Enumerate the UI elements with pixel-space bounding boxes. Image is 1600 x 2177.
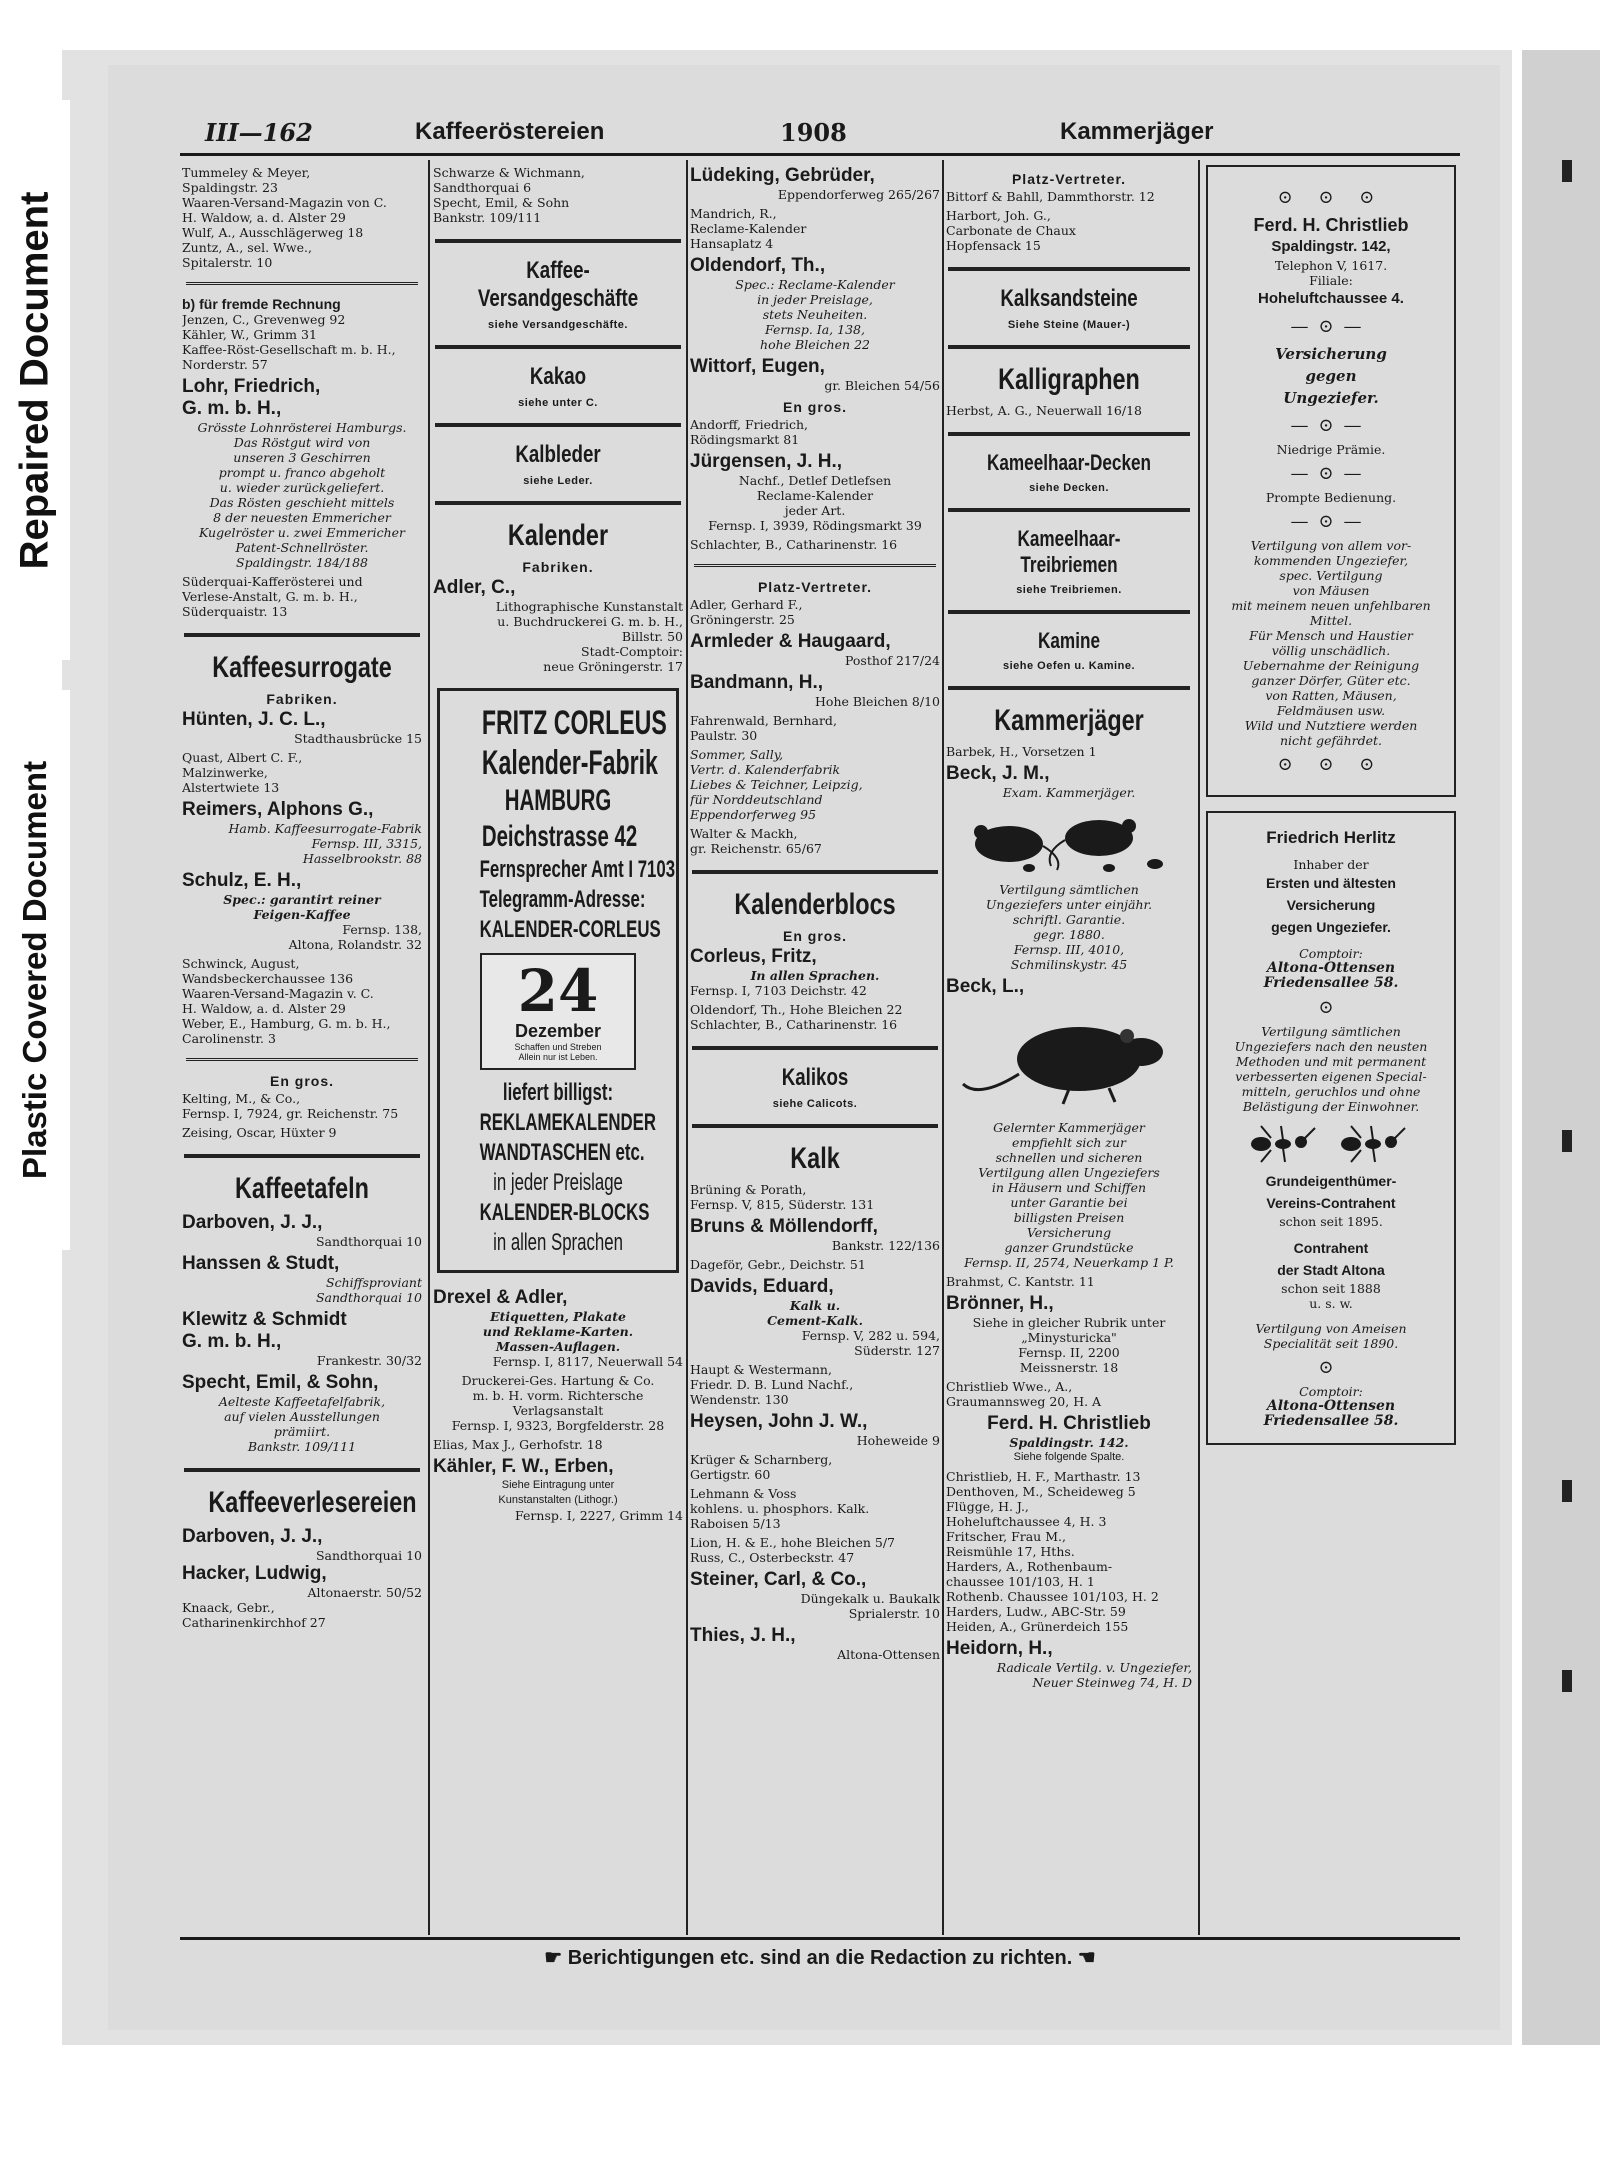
entries: Christlieb, H. F., Marthastr. 13 Denthoven, M., Scheideweg 5 Flügge, H. J., Hoheluftchaussee 4, H. 3 Fritscher, Frau M., Reismühle 17, Hths. Harders, A., Rothenbaum- chaussee 101/103, H. 1 Rothenb. Chaussee 101/103, H. 2 Harders, Ludw., ABC-Str. 59 Heiden, A., Grünerdeich 155 <box>946 1469 1159 1634</box>
entry-addr: Fernsp. V, 282 u. 594, Süderstr. 127 <box>801 1328 940 1358</box>
rule <box>692 870 938 874</box>
christlieb-advertisement <box>1206 165 1456 797</box>
rule <box>948 610 1190 614</box>
ad-address: Spaldingstr. 142, <box>1271 238 1391 255</box>
rule <box>186 282 418 285</box>
entry-addr: Spec.: Reclame-Kalender in jeder Preislage, stets Neuheiten. Fernsp. Ia, 138, hohe Bleichen 22 <box>735 277 895 352</box>
section-heading: Kammerjäger <box>994 704 1144 737</box>
ad-name: Ferd. H. Christlieb <box>1253 215 1409 235</box>
entries: Kelting, M., & Co., Fernsp. I, 7924, gr. Reichenstr. 75 <box>182 1091 399 1121</box>
entry-name: Klewitz & Schmidt G. m. b. H., <box>182 1309 347 1352</box>
entry-desc: In allen Sprachen. <box>750 968 880 983</box>
entry-name: Bandmann, H., <box>690 672 824 693</box>
mice-illustration <box>959 806 1179 876</box>
ad-office-label: Comptoir: <box>1299 1384 1363 1399</box>
column-3 <box>690 165 940 1935</box>
entry-addr: Sandthorquai 10 <box>315 1234 422 1249</box>
entry-name: Lohr, Friedrich, G. m. b. H., <box>182 376 321 419</box>
cross-reference <box>946 526 1192 596</box>
entry-addr: Spaldingstr. 142. <box>1009 1435 1129 1450</box>
entry-addr: Hoheweide 9 <box>856 1433 940 1448</box>
ornament: ⊙ ⊙ ⊙ <box>1277 187 1385 208</box>
rule <box>948 686 1190 690</box>
rule <box>435 239 681 243</box>
ad-owner: Inhaber der <box>1293 857 1369 872</box>
entries: Mandrich, R., Reclame-Kalender Hansaplatz 4 <box>690 206 807 251</box>
entries: Andorff, Friedrich, Rödingsmarkt 81 <box>690 417 809 447</box>
rule <box>186 1058 418 1061</box>
entries: Oldendorf, Th., Hohe Bleichen 22 Schlachter, B., Catharinenstr. 16 <box>690 1002 903 1032</box>
section-heading: Kaffeesurrogate <box>212 651 392 684</box>
ad-line: KALENDER-CORLEUS <box>479 916 661 943</box>
entry-name: Kähler, F. W., Erben, <box>433 1456 614 1477</box>
entry-name: Ferd. H. Christlieb <box>987 1413 1151 1434</box>
section-heading: Kameelhaar- Treibriemen <box>1017 526 1121 577</box>
ad-since: schon seit 1888 u. s. w. <box>1281 1281 1381 1311</box>
section-heading: Kalksandsteine <box>1000 285 1138 312</box>
ad-line: WANDTASCHEN etc. <box>479 1139 645 1166</box>
entries: Quast, Albert C. F., Malzinwerke, Alstertwiete 13 <box>182 750 303 795</box>
entry-name: Lüdeking, Gebrüder, <box>690 165 875 186</box>
section-heading: Kaffeetafeln <box>235 1172 369 1205</box>
repaired-label: Repaired Document <box>12 191 57 569</box>
side-labels <box>0 60 80 1240</box>
ants-illustration <box>1231 1120 1431 1164</box>
ad-service: Prompte Bedienung. <box>1265 490 1397 505</box>
section-heading: Kaffee- Versandgeschäfte <box>477 257 639 312</box>
entries: Elias, Max J., Gerhofstr. 18 <box>433 1437 603 1452</box>
entry-addr: Altona-Ottensen <box>837 1647 940 1662</box>
section-heading: Kalbleder <box>515 441 601 468</box>
entry-name: Steiner, Carl, & Co., <box>690 1569 867 1590</box>
rule <box>184 1468 420 1472</box>
ad-line: liefert billigst: <box>502 1079 614 1106</box>
ornament: ⊙ ⊙ ⊙ <box>1277 754 1385 775</box>
subheading: b) für fremde Rechnung <box>182 296 341 312</box>
ad-ants: Vertilgung von Ameisen Specialität seit 1890. <box>1255 1321 1407 1351</box>
ad-since: schon seit 1895. <box>1279 1214 1383 1229</box>
entries: Brahmst, C. Kantstr. 11 <box>946 1274 1095 1289</box>
calendar-day: 24 <box>517 957 599 1025</box>
section-heading: Kameelhaar-Decken <box>986 450 1152 475</box>
entries: Walter & Mackh, gr. Reichenstr. 65/67 <box>690 826 822 856</box>
entry-addr: Hohe Bleichen 8/10 <box>815 694 940 709</box>
calendar-motto: Schaffen und Streben Allein nur ist Leben. <box>514 1042 602 1062</box>
cross-reference <box>690 1064 940 1110</box>
entry-desc: Spec.: garantirt reiner Feigen-Kaffee <box>223 892 381 922</box>
repaired-document-tab <box>0 100 70 660</box>
ornament: —⊙— <box>1290 463 1372 484</box>
entries: Brüning & Porath, Fernsp. V, 815, Süderstr. 131 <box>690 1182 875 1212</box>
entries: Fahrenwald, Bernhard, Paulstr. 30 <box>690 713 837 743</box>
entries: Krüger & Scharnberg, Gertigstr. 60 <box>690 1452 833 1482</box>
entry-addr: Posthof 217/24 <box>844 653 940 668</box>
see-reference: Siehe Steine (Mauer-) <box>1007 319 1131 331</box>
entries: Harbort, Joh. G., Carbonate de Chaux Hopfensack 15 <box>946 208 1076 253</box>
entry-addr: Eppendorferweg 265/267 <box>777 187 940 202</box>
section-heading: Kalligraphen <box>998 363 1140 396</box>
ad-line: in jeder Preislage <box>493 1169 623 1196</box>
ornament: ⊙ <box>1318 997 1344 1018</box>
entry-desc: Grösste Lohnrösterei Hamburgs. Das Röstgut wird von unseren 3 Geschirren prompt u. franco abgeholt u. wieder zurückgeliefert. Das Rösten geschieht mittels 8 der neuesten Emmericher Kugelröster u. zwei Emmericher Patent-Schnellröster. Spaldingstr. 184/188 <box>197 420 407 570</box>
rule <box>435 423 681 427</box>
cross-reference <box>433 363 683 409</box>
entry-name: Darboven, J. J., <box>182 1212 323 1233</box>
ad-line: Fernsprecher Amt I 7103 <box>479 856 676 883</box>
rule <box>694 564 936 567</box>
entries: Dageför, Gebr., Deichstr. 51 <box>690 1257 866 1272</box>
footer-text: Berichtigungen etc. sind an die Redaction zu richten. <box>567 1947 1073 1969</box>
rule <box>948 267 1190 271</box>
rule <box>435 345 681 349</box>
entry-addr: Düngekalk u. Baukalk Sprialerstr. 10 <box>800 1591 940 1621</box>
column-divider <box>1198 160 1200 1935</box>
ornament: —⊙— <box>1290 316 1372 337</box>
ad-line: in allen Sprachen <box>493 1229 623 1256</box>
rule <box>435 501 681 505</box>
entries: Christlieb Wwe., A., Graumannsweg 20, H. A <box>946 1379 1102 1409</box>
rule <box>692 1046 938 1050</box>
cross-reference <box>433 441 683 487</box>
header-rule <box>180 153 1460 156</box>
entry-addr: Radicale Vertilg. v. Ungeziefer, Neuer Steinweg 74, H. D <box>996 1660 1192 1690</box>
see-reference: siehe Leder. <box>523 475 593 487</box>
entry-desc: Gelernter Kammerjäger empfiehlt sich zur schnellen und sicheren Vertilgung allen Ungeziefers in Häusern und Schiffen unter Garantie bei billigsten Preisen Versicherung ganzer Grundstücke Fernsp. II, 2574, Neuerkamp 1 P. <box>964 1120 1174 1270</box>
entry-name: Beck, L., <box>946 976 1025 997</box>
ad-text: Vertilgung von allem vor- kommenden Ungeziefer, spec. Vertilgung von Mäusen mit meinem neuen unfehlbaren Mittel. Für Mensch und Haustier völlig unschädlich. Uebernahme der Reinigung ganzer Dörfer, Güter etc. von Ratten, Mäusen, Feldmäusen usw. Wild und Nutztiere werden nicht gefährdet. <box>1231 538 1431 748</box>
ad-branch: Hoheluftchaussee 4. <box>1258 290 1404 307</box>
entry-sub: Exam. Kammerjäger. <box>1002 785 1136 800</box>
subheading: En gros. <box>782 928 847 944</box>
entry-name: Beck, J. M., <box>946 763 1050 784</box>
entry-desc: Kalk u. Cement-Kalk. <box>767 1298 863 1328</box>
entry-addr: Stadthausbrücke 15 <box>294 731 422 746</box>
entry-name: Corleus, Fritz, <box>690 946 817 967</box>
tear-off-calendar-illustration <box>480 953 636 1070</box>
entry-name: Hünten, J. C. L., <box>182 709 326 730</box>
entries: Knaack, Gebr., Catharinenkirchhof 27 <box>182 1600 326 1630</box>
see-reference: siehe Oefen u. Kamine. <box>1002 660 1136 672</box>
rule <box>184 1154 420 1158</box>
ad-association: Grundeigenthümer- Vereins-Contrahent <box>1265 1173 1397 1211</box>
ad-line: KALENDER-BLOCKS <box>479 1199 650 1226</box>
ad-phone: Telephon V, 1617. <box>1274 258 1388 273</box>
ad-office: Altona-Ottensen Friedensallee 58. <box>1263 1398 1399 1429</box>
ornament: ⊙ <box>1318 1357 1344 1378</box>
entry-addr: Frankestr. 30/32 <box>316 1353 422 1368</box>
section-heading: Kalenderblocs <box>734 888 896 921</box>
year: 1908 <box>780 118 847 147</box>
see-reference: siehe Calicots. <box>772 1098 858 1110</box>
entry-name: Oldendorf, Th., <box>690 255 826 276</box>
ad-contract: Contrahent der Stadt Altona <box>1277 1240 1385 1278</box>
section-heading: Kalikos <box>781 1064 849 1091</box>
entries: Lehmann & Voss kohlens. u. phosphors. Kalk. Raboisen 5/13 <box>690 1486 870 1531</box>
entry-name: Jürgensen, J. H., <box>690 451 843 472</box>
entry-desc: Siehe in gleicher Rubrik unter „Minysturicka" Fernsp. II, 2200 Meissnerstr. 18 <box>972 1315 1166 1375</box>
rule <box>948 345 1190 349</box>
ad-office: Altona-Ottensen Friedensallee 58. <box>1263 960 1399 991</box>
subheading: Platz-Vertreter. <box>757 579 873 595</box>
pointing-hand-icon: ☛ <box>544 1947 568 1969</box>
section-heading: Kaffeeverlesereien <box>208 1486 417 1519</box>
section-heading: Kalender <box>507 519 609 552</box>
plastic-covered-tab <box>0 690 70 1250</box>
entry-name: Armleder & Haugaard, <box>690 631 891 652</box>
herlitz-advertisement <box>1206 811 1456 1445</box>
entries: Zeising, Oscar, Hüxter 9 <box>182 1125 337 1140</box>
ad-claim: Ersten und ältesten Versicherung gegen Ungeziefer. <box>1266 875 1396 935</box>
entry-name: Bruns & Möllendorff, <box>690 1216 878 1237</box>
footer-note <box>180 1945 1460 1970</box>
column-divider <box>428 160 430 1935</box>
section-heading: Kakao <box>529 363 587 390</box>
entry-addr: Bankstr. 122/136 <box>831 1238 940 1253</box>
entry-addr: Aelteste Kaffeetafelfabrik, auf vielen Ausstellungen prämiirt. Bankstr. 109/111 <box>218 1394 386 1454</box>
entry-desc: Etiquetten, Plakate und Reklame-Karten. Massen-Auflagen. <box>482 1309 634 1354</box>
calendar-month: Dezember <box>514 1021 602 1041</box>
right-running-head: Kammerjäger <box>1060 118 1214 145</box>
footer-rule <box>180 1937 1460 1940</box>
cross-reference <box>433 257 683 331</box>
section-heading: Kamine <box>1037 628 1100 653</box>
column-2 <box>433 165 683 1935</box>
subheading: Fabriken. <box>522 559 594 575</box>
ad-line: Kalender-Fabrik <box>481 744 658 782</box>
entry-name: Reimers, Alphons G., <box>182 799 374 820</box>
page-number: III—162 <box>205 118 313 147</box>
entry-note: Siehe folgende Spalte. <box>1013 1451 1125 1463</box>
entry-addr: gr. Bleichen 54/56 <box>824 378 940 393</box>
entry-addr: Lithographische Kunstanstalt u. Buchdruckerei G. m. b. H., Billstr. 50 Stadt-Comptoir: neue Gröningerstr. 17 <box>495 599 683 674</box>
rule <box>184 633 420 637</box>
entry-addr: Fernsp. I, 7103 Deichstr. 42 <box>690 983 867 998</box>
entry-addr: Nachf., Detlef Detlefsen Reclame-Kalender jeder Art. Fernsp. I, 3939, Rödingsmarkt 39 <box>708 473 922 533</box>
entries: Lion, H. & E., hohe Bleichen 5/7 Russ, C., Osterbeckstr. 47 <box>690 1535 895 1565</box>
entry-name: Schulz, E. H., <box>182 870 302 891</box>
rule <box>948 508 1190 512</box>
entry-name: Brönner, H., <box>946 1293 1054 1314</box>
entries: Herbst, A. G., Neuerwall 16/18 <box>946 403 1142 418</box>
section-heading: Kalk <box>790 1142 840 1175</box>
see-reference: siehe Decken. <box>1029 482 1109 494</box>
entry-desc: Siehe Eintragung unter Kunstanstalten (Lithogr.) <box>498 1479 618 1506</box>
corleus-advertisement <box>437 688 679 1273</box>
entry-name: Drexel & Adler, <box>433 1287 568 1308</box>
see-reference: siehe unter C. <box>518 397 598 409</box>
ad-branch-label: Filiale: <box>1309 273 1353 288</box>
ad-premium: Niedrige Prämie. <box>1276 442 1386 457</box>
entry-addr: Schiffsproviant Sandthorquai 10 <box>315 1275 422 1305</box>
entry-addr: Altonaerstr. 50/52 <box>307 1585 422 1600</box>
entry-name: Davids, Eduard, <box>690 1276 834 1297</box>
entries: Bittorf & Bahll, Dammthorstr. 12 <box>946 189 1155 204</box>
ad-line: REKLAMEKALENDER <box>479 1109 656 1136</box>
cross-reference <box>946 450 1192 494</box>
plastic-label: Plastic Covered Document <box>16 760 53 1180</box>
entry-name: Heysen, John J. W., <box>690 1411 868 1432</box>
entry-addr: Fernsp. I, 2227, Grimm 14 <box>515 1508 683 1523</box>
entry-name: Specht, Emil, & Sohn, <box>182 1372 379 1393</box>
column-1 <box>182 165 422 1935</box>
entry-addr: Sandthorquai 10 <box>315 1548 422 1563</box>
ad-insurance: Versicherung gegen Ungeziefer. <box>1275 345 1387 407</box>
ad-name: Friedrich Herlitz <box>1266 828 1396 847</box>
cross-reference <box>946 628 1192 672</box>
entries: Adler, Gerhard F., Gröningerstr. 25 <box>690 597 803 627</box>
cross-reference <box>946 285 1192 331</box>
ad-line: FRITZ CORLEUS <box>481 704 667 742</box>
ad-line: HAMBURG <box>504 784 612 817</box>
ad-office-label: Comptoir: <box>1299 946 1363 961</box>
rule <box>948 432 1190 436</box>
entries: Barbek, H., Vorsetzen 1 <box>946 744 1097 759</box>
entries: Süderquai-Kafferösterei und Verlese-Anstalt, G. m. b. H., Süderquaistr. 13 <box>182 574 363 619</box>
entry-name: Adler, C., <box>433 577 516 598</box>
entry-name: Hanssen & Studt, <box>182 1253 340 1274</box>
entry-name: Hacker, Ludwig, <box>182 1563 327 1584</box>
entry-desc: Vertilgung sämtlichen Ungeziefers unter einjähr. schriftl. Garantie. gegr. 1880. Fernsp. III, 4010, Schmilinskystr. 45 <box>985 882 1153 972</box>
subheading: Fabriken. <box>266 691 338 707</box>
ad-line: Deichstrasse 42 <box>481 820 638 853</box>
ornament: —⊙— <box>1290 511 1372 532</box>
left-running-head: Kaffeeröstereien <box>415 118 605 145</box>
entries: Schlachter, B., Catharinenstr. 16 <box>690 537 898 552</box>
column-4 <box>946 165 1192 1935</box>
page-header <box>205 118 1465 154</box>
pointing-hand-icon: ☚ <box>1072 1947 1096 1969</box>
entry-name: Heidorn, H., <box>946 1638 1053 1659</box>
column-divider <box>942 160 944 1935</box>
entries: Druckerei-Ges. Hartung & Co. m. b. H. vorm. Richtersche Verlagsanstalt Fernsp. I, 9323, Borgfelderstr. 28 <box>451 1373 665 1433</box>
adjacent-page-edge <box>1522 50 1600 2045</box>
entry-name: Wittorf, Eugen, <box>690 356 825 377</box>
entries: Jenzen, C., Grevenweg 92 Kähler, W., Grimm 31 Kaffee-Röst-Gesellschaft m. b. H., Norderstr. 57 <box>182 312 396 372</box>
entry-name: Darboven, J. J., <box>182 1526 323 1547</box>
subheading: Platz-Vertreter. <box>1011 171 1127 187</box>
subheading: En gros. <box>269 1073 334 1089</box>
entries: Sommer, Sally, Vertr. d. Kalenderfabrik Liebes & Teichner, Leipzig, für Norddeutschland Eppendorferweg 95 <box>690 747 863 822</box>
column-5 <box>1206 165 1456 1935</box>
entries: Tummeley & Meyer, Spaldingstr. 23 Waaren-Versand-Magazin von C. H. Waldow, a. d. Alster 29 Wulf, A., Ausschlägerweg 18 Zuntz, A., sel. Wwe., Spitalerstr. 10 <box>182 165 387 270</box>
see-reference: siehe Versandgeschäfte. <box>488 319 628 331</box>
entry-addr: Fernsp. I, 8117, Neuerwall 54 <box>492 1354 683 1369</box>
rule <box>692 1124 938 1128</box>
ad-text: Vertilgung sämtlichen Ungeziefers nach den neusten Methoden und mit permanent verbesserten eigenen Special- mitteln, geruchlos und ohne Belästigung der Einwohner. <box>1234 1024 1428 1114</box>
entries: Haupt & Westermann, Friedr. D. B. Lund Nachf., Wendenstr. 130 <box>690 1362 854 1407</box>
entry-addr: Fernsp. 138, Altona, Rolandstr. 32 <box>288 922 422 952</box>
entries: Schwinck, August, Wandsbeckerchaussee 136 Waaren-Versand-Magazin v. C. H. Waldow, a. d. Alster 29 Weber, E., Hamburg, G. m. b. H., Carolinenstr. 3 <box>182 956 391 1046</box>
entry-name: Thies, J. H., <box>690 1625 796 1646</box>
column-divider <box>686 160 688 1935</box>
entries: Schwarze & Wichmann, Sandthorquai 6 Specht, Emil, & Sohn Bankstr. 109/111 <box>433 165 585 225</box>
see-reference: siehe Treibriemen. <box>1016 584 1122 596</box>
ad-line: Telegramm-Adresse: <box>479 886 646 913</box>
ornament: —⊙— <box>1290 415 1372 436</box>
subheading: En gros. <box>782 399 847 415</box>
rat-illustration <box>959 1004 1179 1114</box>
entry-addr: Hamb. Kaffeesurrogate-Fabrik Fernsp. III, 3315, Hasselbrookstr. 88 <box>228 821 422 866</box>
